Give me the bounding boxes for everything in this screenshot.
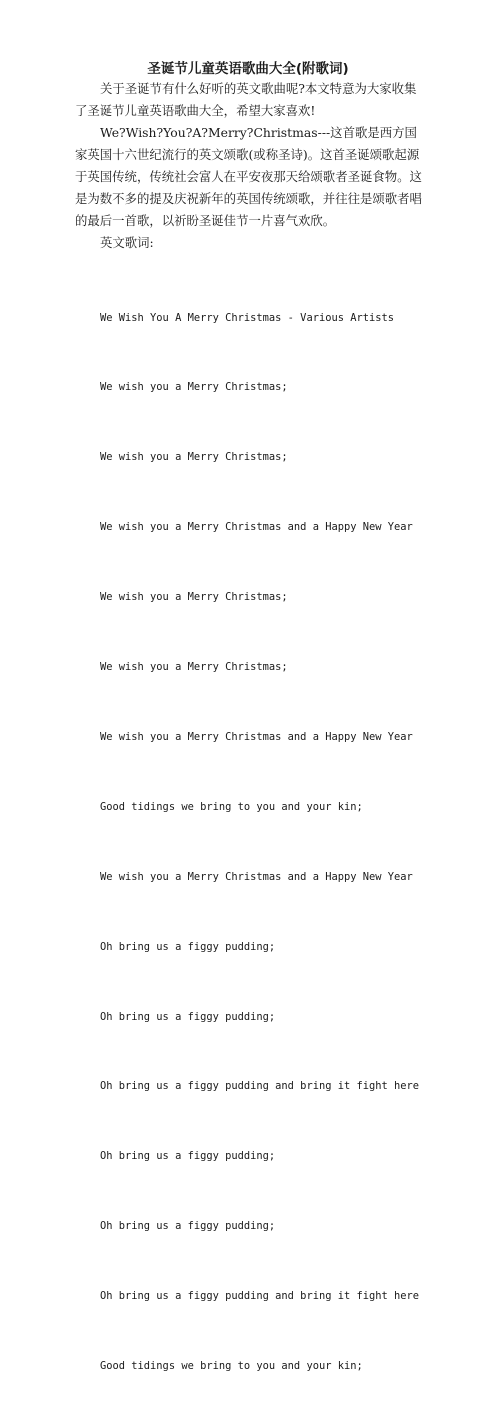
lyric-line: We wish you a Merry Christmas; (100, 381, 288, 394)
lyrics-list (100, 260, 419, 1404)
lyric-line: Good tidings we bring to you and your kin; (100, 800, 363, 813)
lyric-line: Oh bring us a figgy pudding; (100, 1220, 276, 1233)
lyric-line: Oh bring us a figgy pudding; (100, 1010, 276, 1023)
lyric-line: Oh bring us a figgy pudding and bring it fight here (100, 1080, 420, 1093)
lyric-line: Oh bring us a figgy pudding; (100, 1150, 276, 1163)
song-description-paragraph: We?Wish?You?A?Merry?Christmas---这首歌是西方国家英国十六世纪流行的英文颂歌(或称圣诗)。这首圣诞颂歌起源于英国传统，传统社会富人在平安夜那天给颂歌者圣诞食物。这是为数不多的提及庆祝新年的英国传统颂歌，并往往是颂歌者唱的最后一首歌，以祈盼圣诞佳节一片喜气欢欣。 (75, 125, 422, 228)
lyric-line: Good tidings we bring to you and your kin; (100, 1359, 363, 1372)
lyrics-heading: 英文歌词: (100, 235, 154, 250)
lyric-line: We wish you a Merry Christmas and a Happy New Year (100, 521, 413, 534)
lyric-line: We Wish You A Merry Christmas - Various Artists (100, 311, 395, 324)
lyric-line: Oh bring us a figgy pudding and bring it fight here (100, 1290, 420, 1303)
lyric-line: We wish you a Merry Christmas; (100, 591, 288, 604)
lyric-line: We wish you a Merry Christmas; (100, 451, 288, 464)
document-title: 圣诞节儿童英语歌曲大全(附歌词) (147, 61, 349, 77)
intro-paragraph: 关于圣诞节有什么好听的英文歌曲呢?本文特意为大家收集了圣诞节儿童英语歌曲大全，希望大家喜欢! (75, 81, 417, 118)
lyric-line: We wish you a Merry Christmas and a Happy New Year (100, 870, 413, 883)
lyric-line: Oh bring us a figgy pudding; (100, 940, 276, 953)
lyric-line: We wish you a Merry Christmas and a Happy New Year (100, 730, 413, 743)
lyric-line: We wish you a Merry Christmas; (100, 661, 288, 674)
